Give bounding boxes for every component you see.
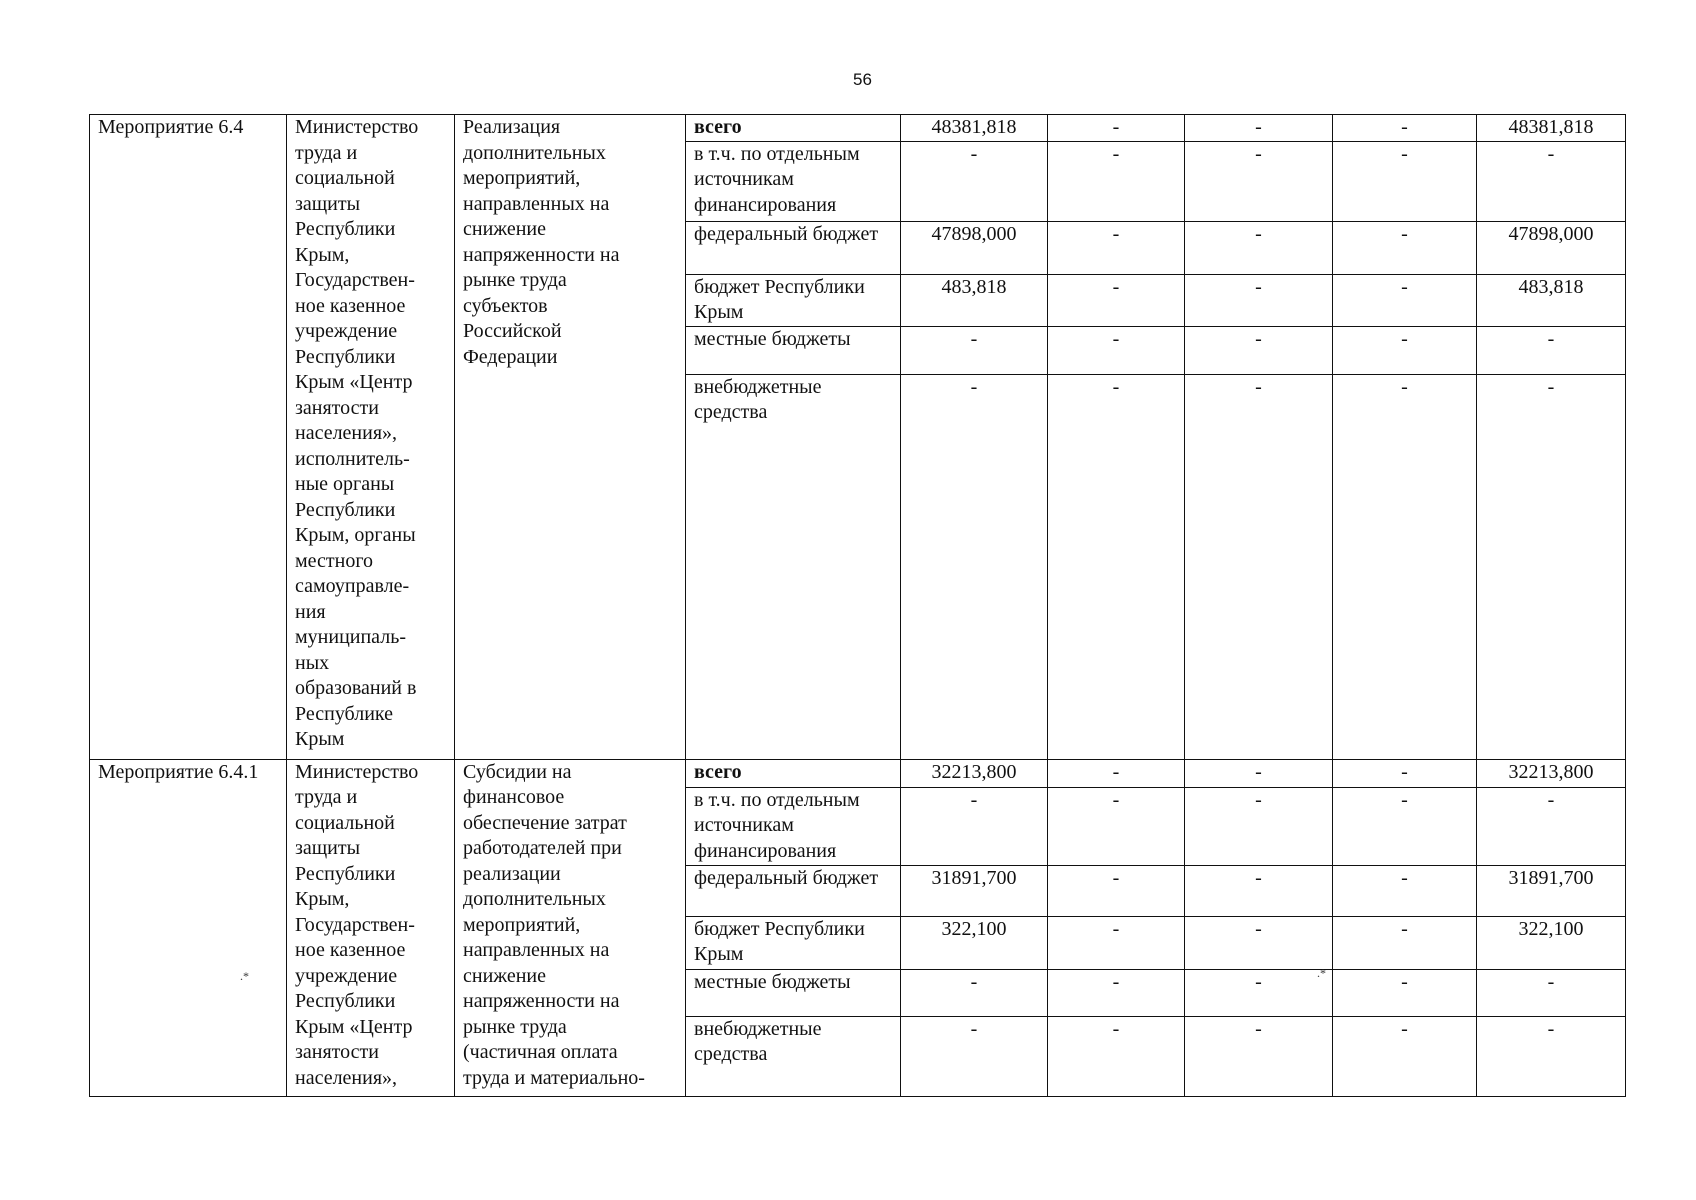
executor-line: Республики bbox=[295, 990, 396, 1012]
value-cell: - bbox=[1185, 274, 1333, 326]
value-cell: - bbox=[1048, 141, 1185, 221]
description-line: дополнительных bbox=[463, 888, 606, 910]
value-cell: - bbox=[1185, 916, 1333, 969]
value-cell: - bbox=[901, 969, 1048, 1016]
description-line: обеспечение затрат bbox=[463, 811, 627, 834]
value-cell: - bbox=[1333, 221, 1477, 274]
scan-mark: .* bbox=[240, 969, 249, 983]
executor-line: ное казенное bbox=[295, 294, 406, 317]
executor-line: Крым bbox=[295, 728, 345, 750]
value-cell: - bbox=[1048, 326, 1185, 374]
executor-line: ния bbox=[295, 600, 326, 623]
value-cell: - bbox=[1048, 916, 1185, 969]
value-cell: - bbox=[1185, 787, 1333, 865]
value-cell: - bbox=[1333, 141, 1477, 221]
executor-line: защиты bbox=[295, 837, 361, 859]
description-line: мероприятий, bbox=[463, 167, 581, 189]
executor-line: Государствен- bbox=[295, 913, 415, 936]
value-cell: - bbox=[1333, 1016, 1477, 1096]
description-line: Российской bbox=[463, 320, 562, 342]
executor-line: образований в bbox=[295, 677, 417, 699]
description-line: Субсидии на bbox=[463, 760, 572, 783]
description-cell bbox=[455, 115, 686, 760]
value-cell: 322,100 bbox=[901, 916, 1048, 969]
value-cell: - bbox=[1185, 759, 1333, 787]
executor-line: Крым «Центр bbox=[295, 371, 413, 393]
value-cell: - bbox=[1333, 865, 1477, 916]
funding-source-cell: федеральный бюджет bbox=[686, 865, 901, 916]
executor-line: Государствен- bbox=[295, 269, 415, 291]
executor-line: учреждение bbox=[295, 320, 398, 342]
description-line: снижение bbox=[463, 218, 546, 240]
measure-cell: Мероприятие 6.4.1 bbox=[90, 759, 287, 1096]
value-cell: - bbox=[1477, 1016, 1626, 1096]
executor-line: труда и bbox=[295, 786, 358, 808]
executor-line: Республики bbox=[295, 345, 396, 368]
value-cell: - bbox=[1477, 326, 1626, 374]
executor-line: Крым «Центр bbox=[295, 1015, 413, 1038]
value-cell: - bbox=[1185, 221, 1333, 274]
executor-line: населения», bbox=[295, 422, 398, 444]
executor-line: ных bbox=[295, 651, 330, 674]
executor-line: ные органы bbox=[295, 473, 395, 495]
description-line: снижение bbox=[463, 964, 546, 987]
description-line: напряженности на bbox=[463, 243, 620, 266]
value-cell: - bbox=[1477, 787, 1626, 865]
value-cell: 47898,000 bbox=[901, 221, 1048, 274]
value-cell: 483,818 bbox=[901, 274, 1048, 326]
executor-line: социальной bbox=[295, 167, 395, 189]
funding-source-cell: местные бюджеты bbox=[686, 969, 901, 1016]
description-line: рынке труда bbox=[463, 1015, 567, 1038]
executor-line: муниципаль- bbox=[295, 626, 406, 648]
description-line: финансовое bbox=[463, 786, 565, 808]
value-cell: - bbox=[1048, 115, 1185, 142]
executor-line: исполнитель- bbox=[295, 447, 410, 470]
value-cell: - bbox=[1333, 787, 1477, 865]
value-cell: - bbox=[1477, 969, 1626, 1016]
description-line: дополнительных bbox=[463, 141, 606, 164]
value-cell: - bbox=[1477, 141, 1626, 221]
executor-line: занятости bbox=[295, 1041, 379, 1063]
value-cell: - bbox=[1048, 759, 1185, 787]
value-cell: - bbox=[901, 1016, 1048, 1096]
value-cell: - bbox=[901, 326, 1048, 374]
value-cell: - bbox=[1048, 865, 1185, 916]
value-cell: - bbox=[1333, 759, 1477, 787]
funding-source-cell: местные бюджеты bbox=[686, 326, 901, 374]
value-cell: 483,818 bbox=[1477, 274, 1626, 326]
value-cell: 32213,800 bbox=[901, 759, 1048, 787]
value-cell: 48381,818 bbox=[901, 115, 1048, 142]
budget-table bbox=[89, 114, 1626, 1097]
funding-source-cell: в т.ч. по отдельным источникам финансирования bbox=[686, 787, 901, 865]
funding-source-cell: бюджет Республики Крым bbox=[686, 916, 901, 969]
measure-row bbox=[90, 759, 1626, 787]
description-line: рынке труда bbox=[463, 269, 567, 291]
executor-line: занятости bbox=[295, 396, 379, 419]
funding-source-cell: всего bbox=[686, 759, 901, 787]
description-line: реализации bbox=[463, 862, 561, 885]
executor-line: ное казенное bbox=[295, 939, 406, 961]
description-line: направленных на bbox=[463, 939, 610, 961]
value-cell: - bbox=[1333, 374, 1477, 759]
value-cell: 32213,800 bbox=[1477, 759, 1626, 787]
description-line: Реализация bbox=[463, 116, 561, 138]
executor-line: самоуправле- bbox=[295, 575, 410, 597]
value-cell: - bbox=[1185, 115, 1333, 142]
value-cell: - bbox=[1185, 326, 1333, 374]
value-cell: 322,100 bbox=[1477, 916, 1626, 969]
value-cell: - bbox=[901, 141, 1048, 221]
executor-line: Министерство bbox=[295, 760, 419, 783]
executor-line: Республики bbox=[295, 862, 396, 885]
value-cell: - bbox=[901, 374, 1048, 759]
value-cell: - bbox=[1048, 1016, 1185, 1096]
funding-source-cell: внебюджетные средства bbox=[686, 1016, 901, 1096]
executor-line: Крым, bbox=[295, 888, 350, 910]
description-cell bbox=[455, 759, 686, 1096]
funding-source-cell: бюджет Республики Крым bbox=[686, 274, 901, 326]
funding-source-cell: федеральный бюджет bbox=[686, 221, 901, 274]
page-number: 56 bbox=[853, 70, 872, 89]
executor-line: Республики bbox=[295, 498, 396, 521]
executor-line: учреждение bbox=[295, 964, 398, 987]
value-cell: - bbox=[1185, 969, 1333, 1016]
description-line: Федерации bbox=[463, 345, 558, 368]
measure-row bbox=[90, 115, 1626, 142]
funding-source-cell: всего bbox=[686, 115, 901, 142]
executor-line: защиты bbox=[295, 192, 361, 215]
value-cell: - bbox=[1477, 374, 1626, 759]
value-cell: - bbox=[1333, 969, 1477, 1016]
executor-line: местного bbox=[295, 549, 374, 572]
value-cell: - bbox=[1333, 274, 1477, 326]
value-cell: - bbox=[1185, 141, 1333, 221]
executor-line: труда и bbox=[295, 141, 358, 164]
table-body bbox=[90, 115, 1626, 1097]
executor-line: Республике bbox=[295, 702, 394, 725]
value-cell: 47898,000 bbox=[1477, 221, 1626, 274]
scan-mark: .* bbox=[1317, 966, 1326, 980]
value-cell: - bbox=[1333, 916, 1477, 969]
executor-cell bbox=[287, 115, 455, 760]
description-line: работодателей при bbox=[463, 837, 622, 859]
executor-line: Крым, bbox=[295, 243, 350, 266]
executor-line: социальной bbox=[295, 811, 395, 834]
value-cell: 31891,700 bbox=[901, 865, 1048, 916]
value-cell: - bbox=[1333, 115, 1477, 142]
description-line: напряженности на bbox=[463, 990, 620, 1012]
value-cell: - bbox=[1048, 969, 1185, 1016]
value-cell: - bbox=[1185, 865, 1333, 916]
funding-source-cell: в т.ч. по отдельным источникам финансирования bbox=[686, 141, 901, 221]
value-cell: - bbox=[1333, 326, 1477, 374]
value-cell: - bbox=[1048, 374, 1185, 759]
description-line: субъектов bbox=[463, 294, 548, 317]
value-cell: - bbox=[1185, 1016, 1333, 1096]
description-line: направленных на bbox=[463, 192, 610, 215]
description-line: (частичная оплата bbox=[463, 1041, 618, 1063]
executor-line: населения», bbox=[295, 1066, 398, 1089]
funding-source-cell: внебюджетные средства bbox=[686, 374, 901, 759]
executor-line: Крым, органы bbox=[295, 524, 416, 546]
value-cell: - bbox=[1048, 787, 1185, 865]
value-cell: - bbox=[1048, 274, 1185, 326]
executor-line: Республики bbox=[295, 218, 396, 240]
value-cell: 48381,818 bbox=[1477, 115, 1626, 142]
value-cell: - bbox=[1048, 221, 1185, 274]
value-cell: - bbox=[1185, 374, 1333, 759]
measure-cell: Мероприятие 6.4 bbox=[90, 115, 287, 760]
description-line: труда и материально- bbox=[463, 1066, 645, 1089]
description-line: мероприятий, bbox=[463, 913, 581, 936]
value-cell: 31891,700 bbox=[1477, 865, 1626, 916]
executor-line: Министерство bbox=[295, 116, 419, 138]
value-cell: - bbox=[901, 787, 1048, 865]
executor-cell bbox=[287, 759, 455, 1096]
